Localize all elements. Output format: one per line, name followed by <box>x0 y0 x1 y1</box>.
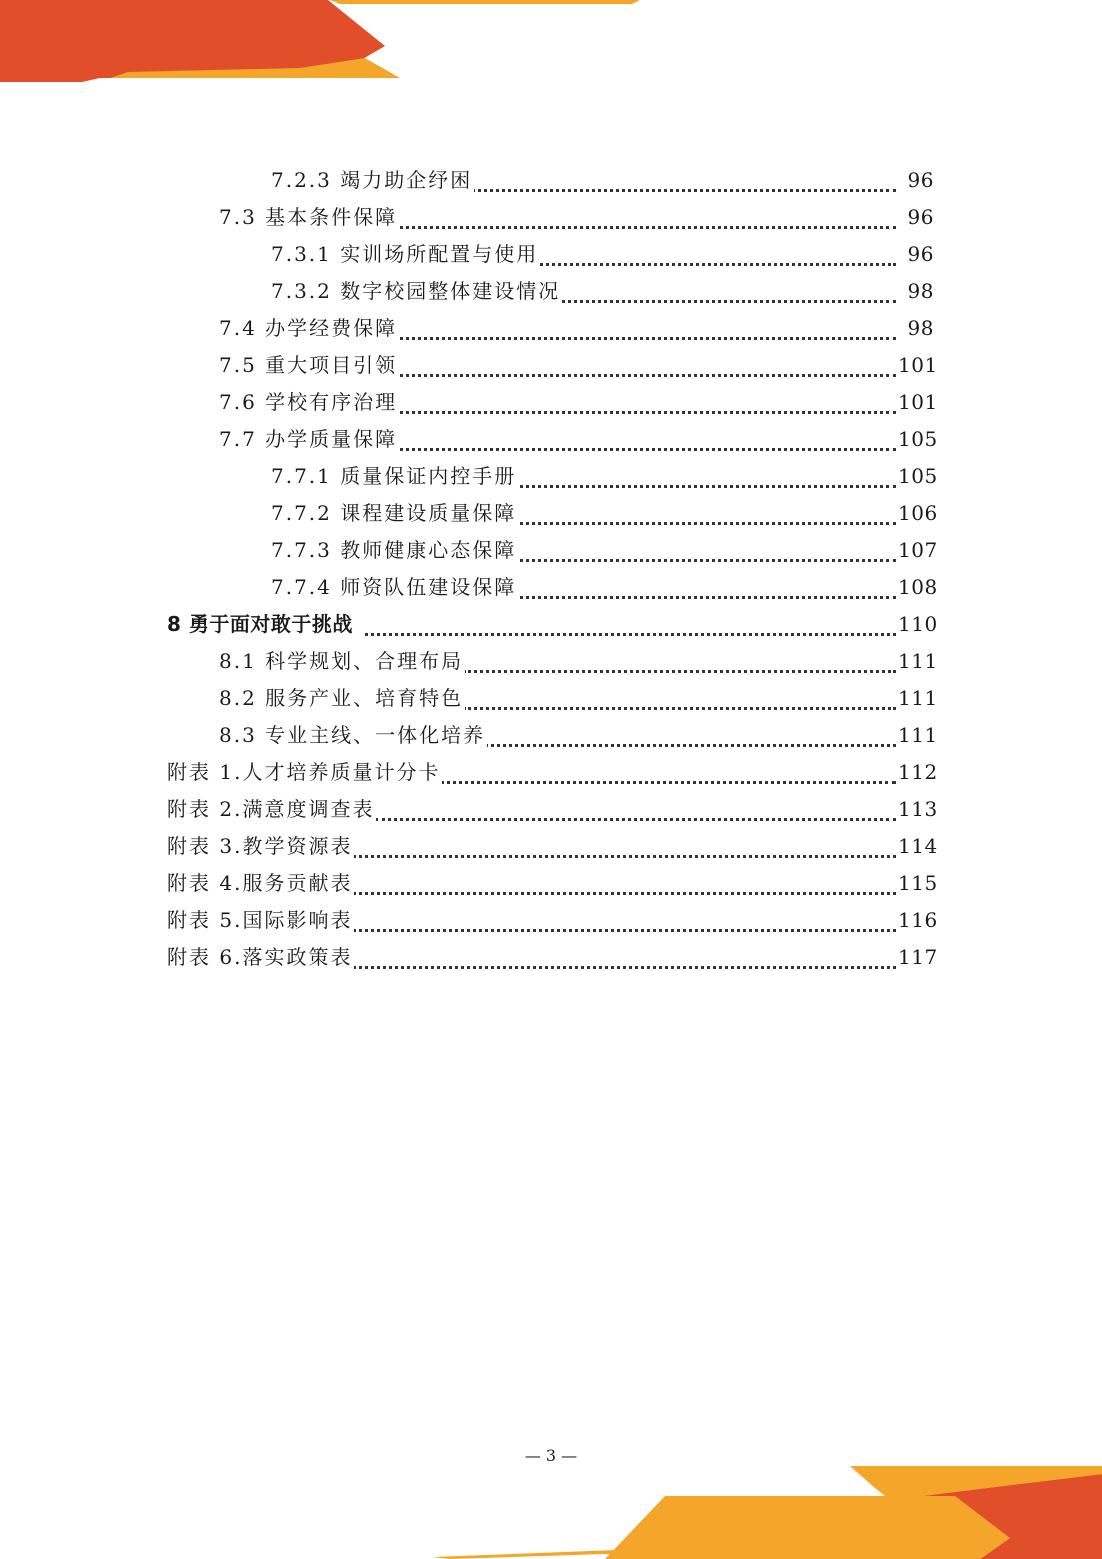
toc-entry[interactable] <box>0 350 1102 380</box>
toc-appendix-entry[interactable] <box>0 868 1102 898</box>
leader-dots <box>375 802 896 821</box>
toc-chapter-entry[interactable] <box>0 609 1102 639</box>
toc-entry-title: 7.4 办学经费保障 <box>219 313 399 343</box>
toc-entry[interactable] <box>0 535 1102 565</box>
toc-entry-title: 附表 3.教学资源表 <box>167 831 354 861</box>
leader-dots <box>513 506 896 525</box>
toc-entry-title: 7.6 学校有序治理 <box>219 387 399 417</box>
toc-entry-title: 7.2.3 竭力助企纾困 <box>271 165 474 195</box>
toc-entry-title: 7.7 办学质量保障 <box>219 424 399 454</box>
toc-entry-page: 98 <box>907 279 934 303</box>
toc-entry-page: 116 <box>898 908 938 932</box>
toc-entry[interactable] <box>0 239 1102 269</box>
footer-decoration <box>420 1460 1102 1559</box>
toc-entry-page: 110 <box>898 612 938 636</box>
leader-dots <box>555 284 896 303</box>
leader-dots <box>463 691 896 710</box>
toc-entry[interactable] <box>0 646 1102 676</box>
leader-dots <box>393 358 896 377</box>
toc-entry-page: 111 <box>898 649 938 673</box>
toc-entry-page: 113 <box>898 797 938 821</box>
toc-entry-title: 附表 5.国际影响表 <box>167 905 354 935</box>
leader-dots <box>393 432 896 451</box>
toc-entry-page: 105 <box>898 464 938 488</box>
toc-entry-title: 7.3 基本条件保障 <box>219 202 399 232</box>
toc-entry[interactable] <box>0 683 1102 713</box>
toc-entry-page: 111 <box>898 686 938 710</box>
toc-entry-page: 114 <box>898 834 938 858</box>
toc-entry-title: 7.7.3 教师健康心态保障 <box>271 535 518 565</box>
toc-entry-page: 96 <box>907 205 934 229</box>
leader-dots <box>353 839 896 858</box>
leader-dots <box>440 765 896 784</box>
toc-appendix-entry[interactable] <box>0 831 1102 861</box>
toc-entry[interactable] <box>0 720 1102 750</box>
toc-entry-title: 附表 4.服务贡献表 <box>167 868 354 898</box>
toc-appendix-entry[interactable] <box>0 794 1102 824</box>
toc-entry-page: 96 <box>907 242 934 266</box>
toc-entry-title: 附表 6.落实政策表 <box>167 942 354 972</box>
leader-dots <box>393 321 896 340</box>
toc-entry-page: 106 <box>898 501 938 525</box>
toc-entry[interactable] <box>0 387 1102 417</box>
toc-entry[interactable] <box>0 313 1102 343</box>
page-number: — 3 — <box>524 1446 578 1465</box>
toc-entry-page: 96 <box>907 168 934 192</box>
leader-dots <box>353 876 896 895</box>
toc-entry[interactable] <box>0 276 1102 306</box>
toc-entry-title: 7.7.4 师资队伍建设保障 <box>271 572 518 602</box>
toc-entry[interactable] <box>0 572 1102 602</box>
toc-entry-page: 101 <box>898 390 938 414</box>
leader-dots <box>353 913 896 932</box>
toc-appendix-entry[interactable] <box>0 905 1102 935</box>
toc-entry-title: 7.5 重大项目引领 <box>219 350 399 380</box>
toc-entry-page: 117 <box>898 945 938 969</box>
leader-dots <box>353 950 896 969</box>
toc-appendix-entry[interactable] <box>0 757 1102 787</box>
toc-entry[interactable] <box>0 165 1102 195</box>
toc-appendix-entry[interactable] <box>0 942 1102 972</box>
toc-entry-title: 7.3.2 数字校园整体建设情况 <box>271 276 562 306</box>
header-decoration <box>0 0 660 90</box>
toc-entry-page: 101 <box>898 353 938 377</box>
toc-entry-page: 115 <box>898 871 938 895</box>
toc-entry-page: 98 <box>907 316 934 340</box>
leader-dots <box>365 617 896 636</box>
leader-dots <box>485 728 896 747</box>
toc-entry-title: 8 勇于面对敢于挑战 <box>167 609 355 639</box>
toc-entry-page: 108 <box>898 575 938 599</box>
toc-entry[interactable] <box>0 461 1102 491</box>
toc-entry-title: 8.3 专业主线、一体化培养 <box>219 720 487 750</box>
leader-dots <box>513 580 896 599</box>
leader-dots <box>513 469 896 488</box>
leader-dots <box>535 247 896 266</box>
leader-dots <box>465 173 896 192</box>
toc-entry-page: 105 <box>898 427 938 451</box>
toc-entry-title: 附表 2.满意度调查表 <box>167 794 376 824</box>
toc-entry-title: 8.1 科学规划、合理布局 <box>219 646 465 676</box>
leader-dots <box>393 395 896 414</box>
toc-entry-title: 7.7.1 质量保证内控手册 <box>271 461 518 491</box>
leader-dots <box>463 654 896 673</box>
toc-entry[interactable] <box>0 202 1102 232</box>
toc-entry-page: 112 <box>898 760 938 784</box>
toc-entry-page: 111 <box>898 723 938 747</box>
toc-entry[interactable] <box>0 424 1102 454</box>
toc-entry-title: 7.7.2 课程建设质量保障 <box>271 498 518 528</box>
toc-entry-title: 附表 1.人才培养质量计分卡 <box>167 757 442 787</box>
toc-entry-title: 7.3.1 实训场所配置与使用 <box>271 239 540 269</box>
leader-dots <box>513 543 896 562</box>
toc-entry-title: 8.2 服务产业、培育特色 <box>219 683 465 713</box>
leader-dots <box>393 210 896 229</box>
toc-entry-page: 107 <box>898 538 938 562</box>
toc-entry[interactable] <box>0 498 1102 528</box>
